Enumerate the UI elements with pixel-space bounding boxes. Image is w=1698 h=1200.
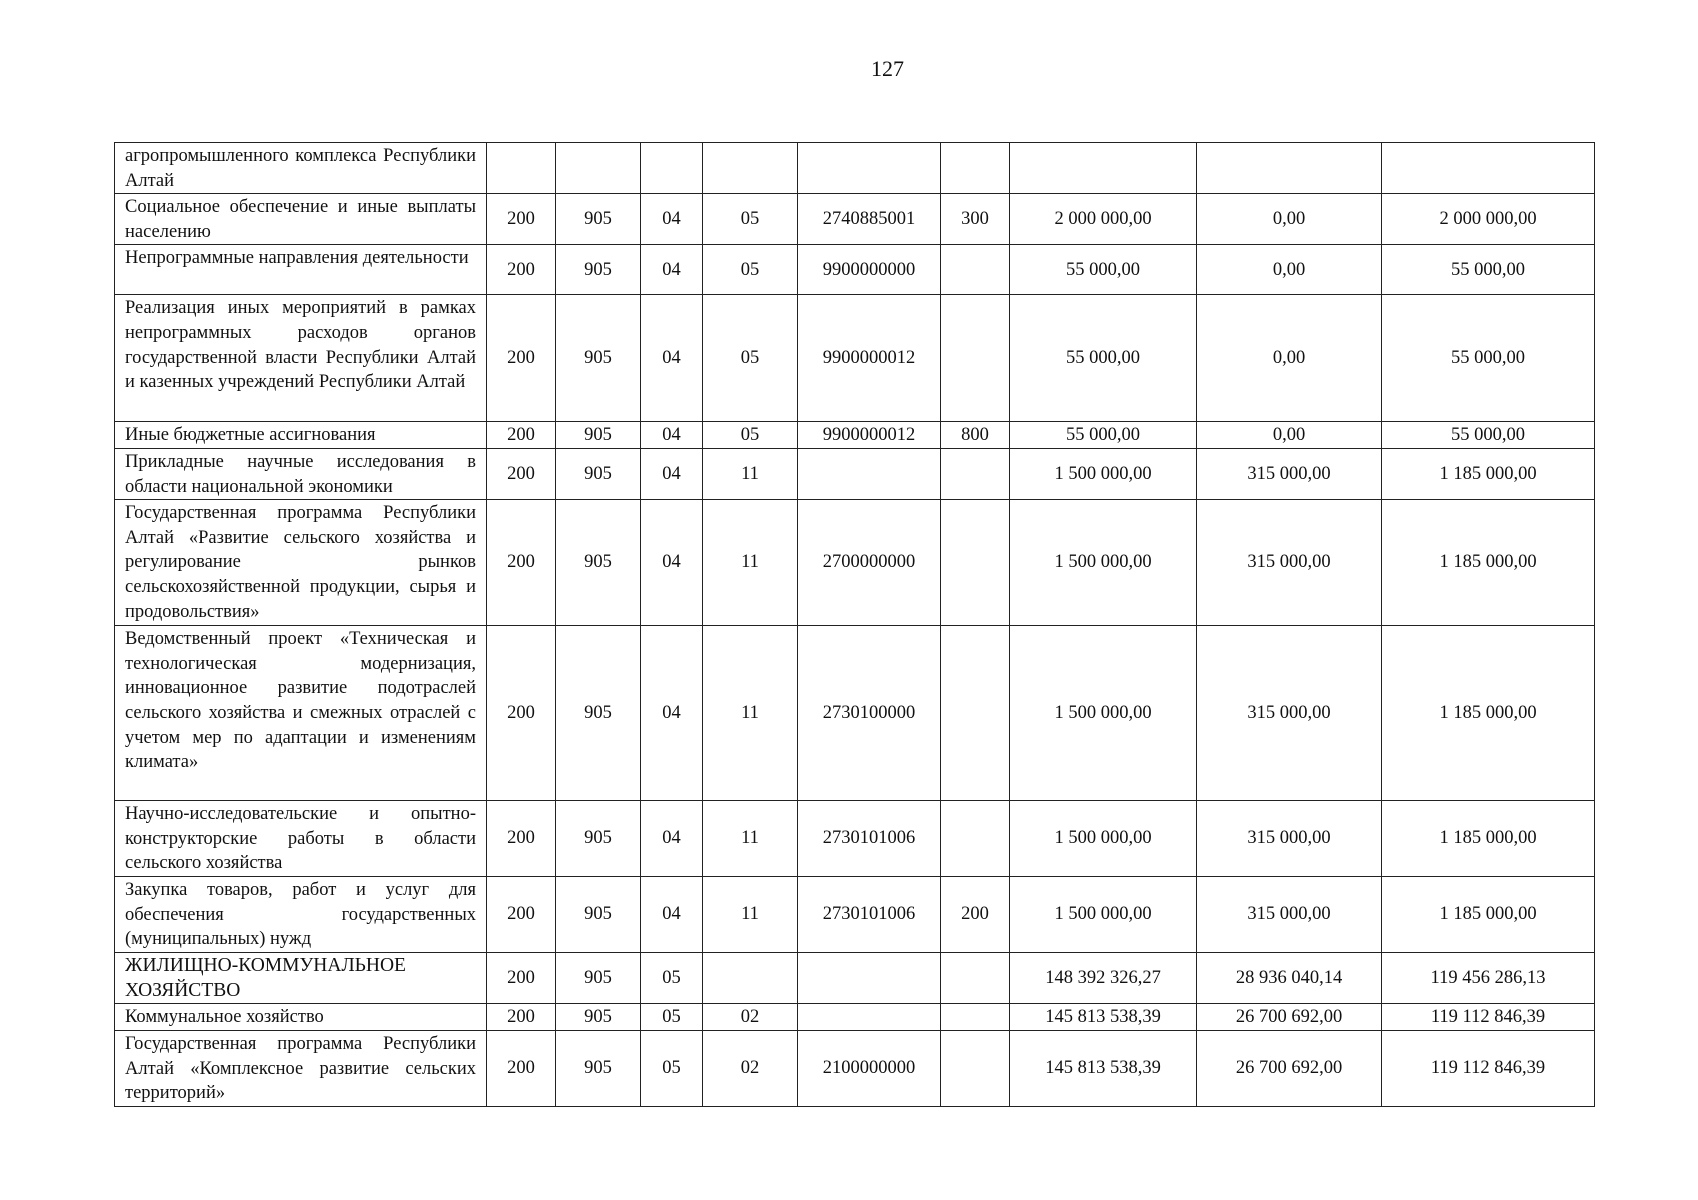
target-article-cell: 2730100000 [798,626,941,801]
admin-code-cell: 200 [487,626,556,801]
name-cell: ЖИЛИЩНО-КОММУНАЛЬНОЕ ХОЗЯЙСТВО [115,953,487,1004]
target-article-cell [798,448,941,499]
regional-amount-cell: 1 185 000,00 [1382,877,1595,953]
table-row [115,1030,1595,1106]
target-article-cell: 9900000000 [798,245,941,295]
name-cell: Прикладные научные исследования в области национальной экономики [115,448,487,499]
total-amount-cell: 55 000,00 [1010,295,1197,422]
total-amount-cell: 1 500 000,00 [1010,801,1197,877]
name-cell: Научно-исследовательские и опытно-конструкторские работы в области сельского хозяйства [115,801,487,877]
section-code-cell [641,143,703,194]
total-amount-cell [1010,143,1197,194]
target-article-cell: 2700000000 [798,500,941,626]
section-code-cell: 04 [641,422,703,449]
section-code-cell: 04 [641,194,703,245]
name-cell: Социальное обеспечение и иные выплаты населению [115,194,487,245]
expense-type-cell [941,245,1010,295]
department-code-cell: 905 [556,877,641,953]
expense-type-cell [941,801,1010,877]
target-article-cell: 9900000012 [798,295,941,422]
total-amount-cell: 1 500 000,00 [1010,877,1197,953]
department-code-cell: 905 [556,500,641,626]
federal-amount-cell [1197,143,1382,194]
subsection-code-cell: 05 [703,245,798,295]
section-code-cell: 04 [641,801,703,877]
regional-amount-cell: 1 185 000,00 [1382,500,1595,626]
regional-amount-cell: 1 185 000,00 [1382,448,1595,499]
admin-code-cell: 200 [487,295,556,422]
subsection-code-cell: 11 [703,626,798,801]
section-code-cell: 05 [641,953,703,1004]
federal-amount-cell: 28 936 040,14 [1197,953,1382,1004]
table-row [115,801,1595,877]
total-amount-cell: 145 813 538,39 [1010,1004,1197,1031]
name-cell: Коммунальное хозяйство [115,1004,487,1031]
name-cell: Государственная программа Республики Алтай «Комплексное развитие сельских территорий» [115,1030,487,1106]
total-amount-cell: 145 813 538,39 [1010,1030,1197,1106]
section-code-cell: 04 [641,500,703,626]
page-number: 127 [871,56,904,81]
subsection-code-cell: 02 [703,1030,798,1106]
admin-code-cell: 200 [487,500,556,626]
expense-type-cell: 200 [941,877,1010,953]
table-row [115,194,1595,245]
regional-amount-cell [1382,143,1595,194]
regional-amount-cell: 119 112 846,39 [1382,1030,1595,1106]
total-amount-cell: 1 500 000,00 [1010,448,1197,499]
department-code-cell: 905 [556,422,641,449]
expense-type-cell [941,626,1010,801]
subsection-code-cell [703,953,798,1004]
target-article-cell: 9900000012 [798,422,941,449]
admin-code-cell: 200 [487,1004,556,1031]
target-article-cell: 2730101006 [798,877,941,953]
section-code-cell: 04 [641,626,703,801]
table-row [115,500,1595,626]
federal-amount-cell: 0,00 [1197,422,1382,449]
section-code-cell: 04 [641,877,703,953]
regional-amount-cell: 119 456 286,13 [1382,953,1595,1004]
name-cell: Иные бюджетные ассигнования [115,422,487,449]
admin-code-cell: 200 [487,1030,556,1106]
federal-amount-cell: 26 700 692,00 [1197,1004,1382,1031]
table-row [115,448,1595,499]
admin-code-cell: 200 [487,422,556,449]
target-article-cell: 2730101006 [798,801,941,877]
regional-amount-cell: 2 000 000,00 [1382,194,1595,245]
total-amount-cell: 1 500 000,00 [1010,626,1197,801]
subsection-code-cell: 11 [703,500,798,626]
expense-type-cell [941,295,1010,422]
table-body [115,143,1595,1107]
subsection-code-cell: 05 [703,422,798,449]
name-cell: Непрограммные направления деятельности [115,245,487,295]
subsection-code-cell: 02 [703,1004,798,1031]
expense-type-cell [941,953,1010,1004]
department-code-cell: 905 [556,194,641,245]
table-row [115,626,1595,801]
section-code-cell: 04 [641,245,703,295]
department-code-cell: 905 [556,245,641,295]
subsection-code-cell: 11 [703,801,798,877]
section-code-cell: 05 [641,1030,703,1106]
total-amount-cell: 2 000 000,00 [1010,194,1197,245]
federal-amount-cell: 315 000,00 [1197,626,1382,801]
expense-type-cell [941,143,1010,194]
admin-code-cell [487,143,556,194]
federal-amount-cell: 315 000,00 [1197,500,1382,626]
target-article-cell [798,1004,941,1031]
target-article-cell [798,953,941,1004]
subsection-code-cell [703,143,798,194]
regional-amount-cell: 55 000,00 [1382,245,1595,295]
federal-amount-cell: 315 000,00 [1197,877,1382,953]
table-row [115,1004,1595,1031]
table-row [115,245,1595,295]
table-row [115,295,1595,422]
name-cell: Государственная программа Республики Алтай «Развитие сельского хозяйства и регулирование рынков сельскохозяйственной продукции, сырья и продовольствия» [115,500,487,626]
department-code-cell [556,143,641,194]
table-row [115,953,1595,1004]
name-cell: Закупка товаров, работ и услуг для обеспечения государственных (муниципальных) нужд [115,877,487,953]
admin-code-cell: 200 [487,194,556,245]
subsection-code-cell: 11 [703,877,798,953]
admin-code-cell: 200 [487,801,556,877]
federal-amount-cell: 315 000,00 [1197,448,1382,499]
department-code-cell: 905 [556,1030,641,1106]
admin-code-cell: 200 [487,877,556,953]
section-code-cell: 05 [641,1004,703,1031]
expense-type-cell: 800 [941,422,1010,449]
expense-type-cell [941,500,1010,626]
section-code-cell: 04 [641,448,703,499]
table-row [115,143,1595,194]
target-article-cell [798,143,941,194]
total-amount-cell: 148 392 326,27 [1010,953,1197,1004]
admin-code-cell: 200 [487,245,556,295]
table-row [115,877,1595,953]
admin-code-cell: 200 [487,448,556,499]
federal-amount-cell: 26 700 692,00 [1197,1030,1382,1106]
name-cell: Реализация иных мероприятий в рамках непрограммных расходов органов государственной власти Республики Алтай и казенных учреждений Республики Алтай [115,295,487,422]
expense-type-cell [941,1030,1010,1106]
target-article-cell: 2100000000 [798,1030,941,1106]
department-code-cell: 905 [556,448,641,499]
name-cell: агропромышленного комплекса Республики Алтай [115,143,487,194]
regional-amount-cell: 119 112 846,39 [1382,1004,1595,1031]
department-code-cell: 905 [556,1004,641,1031]
expense-type-cell [941,448,1010,499]
subsection-code-cell: 05 [703,194,798,245]
subsection-code-cell: 11 [703,448,798,499]
federal-amount-cell: 0,00 [1197,295,1382,422]
admin-code-cell: 200 [487,953,556,1004]
regional-amount-cell: 55 000,00 [1382,422,1595,449]
federal-amount-cell: 315 000,00 [1197,801,1382,877]
table-row [115,422,1595,449]
subsection-code-cell: 05 [703,295,798,422]
department-code-cell: 905 [556,953,641,1004]
total-amount-cell: 55 000,00 [1010,245,1197,295]
total-amount-cell: 55 000,00 [1010,422,1197,449]
expense-type-cell: 300 [941,194,1010,245]
department-code-cell: 905 [556,295,641,422]
regional-amount-cell: 1 185 000,00 [1382,801,1595,877]
target-article-cell: 2740885001 [798,194,941,245]
federal-amount-cell: 0,00 [1197,245,1382,295]
budget-table [114,142,1595,1107]
department-code-cell: 905 [556,801,641,877]
federal-amount-cell: 0,00 [1197,194,1382,245]
regional-amount-cell: 55 000,00 [1382,295,1595,422]
regional-amount-cell: 1 185 000,00 [1382,626,1595,801]
section-code-cell: 04 [641,295,703,422]
total-amount-cell: 1 500 000,00 [1010,500,1197,626]
expense-type-cell [941,1004,1010,1031]
name-cell: Ведомственный проект «Техническая и технологическая модернизация, инновационное развитие подотраслей сельского хозяйства и смежных отраслей с учетом мер по адаптации и изменениям климата» [115,626,487,801]
department-code-cell: 905 [556,626,641,801]
